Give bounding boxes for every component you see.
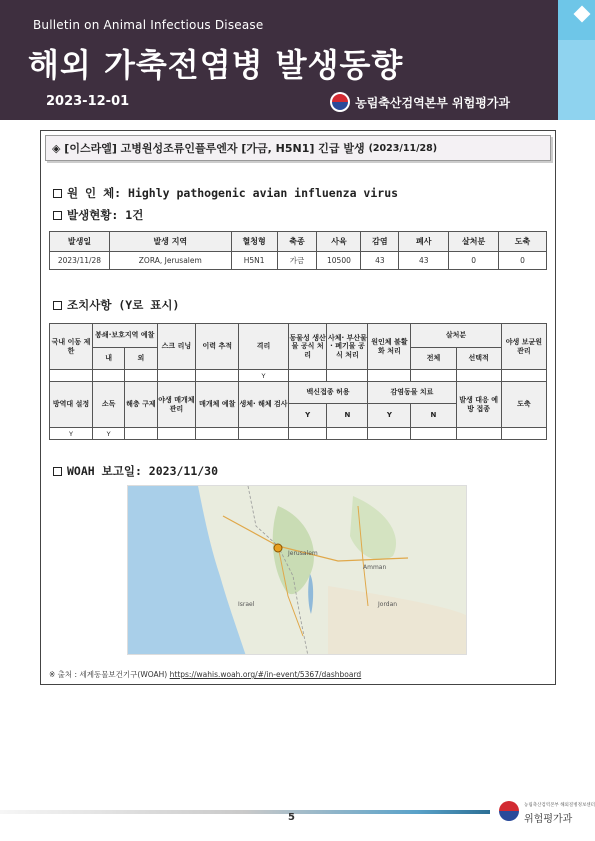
footer-org-small: 농림축산검역본부 해외질병정보센터	[524, 803, 595, 808]
source-note	[49, 669, 361, 680]
status-line	[53, 207, 143, 223]
measures-table	[49, 323, 547, 440]
table-cell: 43	[361, 252, 399, 270]
col-header: 전체	[411, 348, 456, 370]
header-banner	[0, 0, 558, 120]
woah-text: WOAH 보고일: 2023/11/30	[67, 464, 219, 478]
measures-line	[53, 297, 179, 313]
col-header: 발생 지역	[109, 232, 231, 252]
table-cell: 가금	[277, 252, 317, 270]
table-cell	[196, 370, 239, 382]
col-header: 백신접종 허용	[288, 382, 368, 404]
table-cell: H5N1	[231, 252, 277, 270]
taegeuk-logo-icon	[330, 92, 350, 112]
source-link[interactable]: https://wahis.woah.org/#/in-event/5367/dashboard	[169, 670, 362, 679]
map-label: Israel	[238, 601, 255, 608]
col-header: 축종	[277, 232, 317, 252]
table-cell: 43	[399, 252, 449, 270]
table-row	[50, 370, 547, 382]
pathogen-text: 원 인 체: Highly pathogenic avian influenza virus	[67, 186, 399, 200]
col-header: 매개체 예찰	[196, 382, 239, 428]
issue-date: 2023-12-01	[46, 94, 130, 109]
col-header: 방역대 설정	[50, 382, 93, 428]
outbreak-map	[127, 485, 467, 655]
table-cell: 0	[449, 252, 499, 270]
table-cell	[288, 370, 327, 382]
taegeuk-logo-icon	[498, 800, 520, 822]
col-header: 내	[93, 348, 125, 370]
footer-org: 위험평가과	[524, 814, 573, 825]
checkbox-icon	[53, 301, 62, 310]
col-header: 선택적	[456, 348, 501, 370]
col-header: 봉쇄·보호지역 예찰	[93, 324, 158, 348]
col-header: 사육	[317, 232, 361, 252]
table-cell	[50, 370, 93, 382]
table-cell: Y	[50, 428, 93, 440]
header-accent	[558, 0, 595, 120]
table-cell: Y	[239, 370, 288, 382]
table-cell: ZORA, Jerusalem	[109, 252, 231, 270]
table-cell	[456, 370, 501, 382]
col-header: 감염	[361, 232, 399, 252]
pathogen-line	[53, 185, 398, 201]
col-header: 살처분	[449, 232, 499, 252]
checkbox-icon	[53, 211, 62, 220]
table-cell	[411, 370, 456, 382]
col-header: 발생 대응 예방 접종	[456, 382, 501, 428]
col-header: 해충 구제	[125, 382, 157, 428]
col-header: 살처분	[411, 324, 501, 348]
map-label: Amman	[363, 564, 387, 571]
col-header: 사체· 부산물· 폐기물 공식 처리	[327, 324, 368, 370]
table-cell	[288, 428, 327, 440]
table-cell	[327, 370, 368, 382]
footer-line	[0, 810, 490, 814]
table-cell: Y	[93, 428, 125, 440]
table-cell	[157, 428, 196, 440]
section-title-text: ◈ [이스라엘] 고병원성조류인플루엔자 [가금, H5N1] 긴급 발생	[52, 142, 365, 155]
page-number: 5	[288, 812, 295, 823]
source-prefix: ※ 출처 : 세계동물보건기구(WOAH)	[49, 670, 168, 679]
table-cell: 2023/11/28	[50, 252, 110, 270]
checkbox-icon	[53, 189, 62, 198]
map-label: Jerusalem	[288, 550, 318, 557]
table-cell	[501, 428, 546, 440]
table-cell	[196, 428, 239, 440]
col-header: 격리	[239, 324, 288, 370]
col-header: Y	[368, 404, 411, 428]
org-name: 농림축산검역본부 위험평가과	[355, 95, 510, 110]
bulletin-subtitle: Bulletin on Animal Infectious Disease	[33, 18, 264, 32]
section-title	[45, 135, 551, 161]
woah-line	[53, 463, 218, 479]
table-cell	[125, 428, 157, 440]
status-text: 발생현황: 1건	[67, 208, 144, 222]
col-header: Y	[288, 404, 327, 428]
col-header: 폐사	[399, 232, 449, 252]
col-header: 생체· 해체 검사	[239, 382, 288, 428]
col-header: 야생 보균원 관리	[501, 324, 546, 370]
table-cell	[327, 428, 368, 440]
table-cell	[93, 370, 125, 382]
table-row	[50, 252, 547, 270]
table-cell	[125, 370, 157, 382]
col-header: 이력 추적	[196, 324, 239, 370]
org-brand	[330, 92, 510, 112]
col-header: N	[411, 404, 456, 428]
table-cell	[368, 428, 411, 440]
map-svg	[128, 486, 467, 655]
col-header: 감염동물 치료	[368, 382, 456, 404]
report-frame	[40, 130, 556, 685]
col-header: 도축	[501, 382, 546, 428]
table-cell	[456, 428, 501, 440]
map-label: Jordan	[378, 601, 398, 608]
col-header: 소독	[93, 382, 125, 428]
col-header: N	[327, 404, 368, 428]
checkbox-icon	[53, 467, 62, 476]
col-header: 동물성 생산물 공식 처리	[288, 324, 327, 370]
outbreak-marker-icon	[274, 544, 282, 552]
col-header: 야생 매개체 관리	[157, 382, 196, 428]
table-cell: 0	[499, 252, 547, 270]
col-header: 원인체 불활화 처리	[368, 324, 411, 370]
table-cell	[239, 428, 288, 440]
col-header: 외	[125, 348, 157, 370]
col-header: 혈청형	[231, 232, 277, 252]
col-header: 국내 이동 제한	[50, 324, 93, 370]
table-cell	[501, 370, 546, 382]
table-header-row	[50, 232, 547, 252]
table-row	[50, 428, 547, 440]
page-title: 해외 가축전염병 발생동향	[28, 46, 404, 84]
table-cell	[157, 370, 196, 382]
measures-text: 조치사항 (Y로 표시)	[67, 298, 180, 312]
col-header: 발생일	[50, 232, 110, 252]
section-title-date: (2023/11/28)	[368, 142, 438, 154]
col-header: 도축	[499, 232, 547, 252]
table-cell: 10500	[317, 252, 361, 270]
col-header: 스크 리닝	[157, 324, 196, 370]
outbreak-table	[49, 231, 547, 270]
table-cell	[368, 370, 411, 382]
table-cell	[411, 428, 456, 440]
